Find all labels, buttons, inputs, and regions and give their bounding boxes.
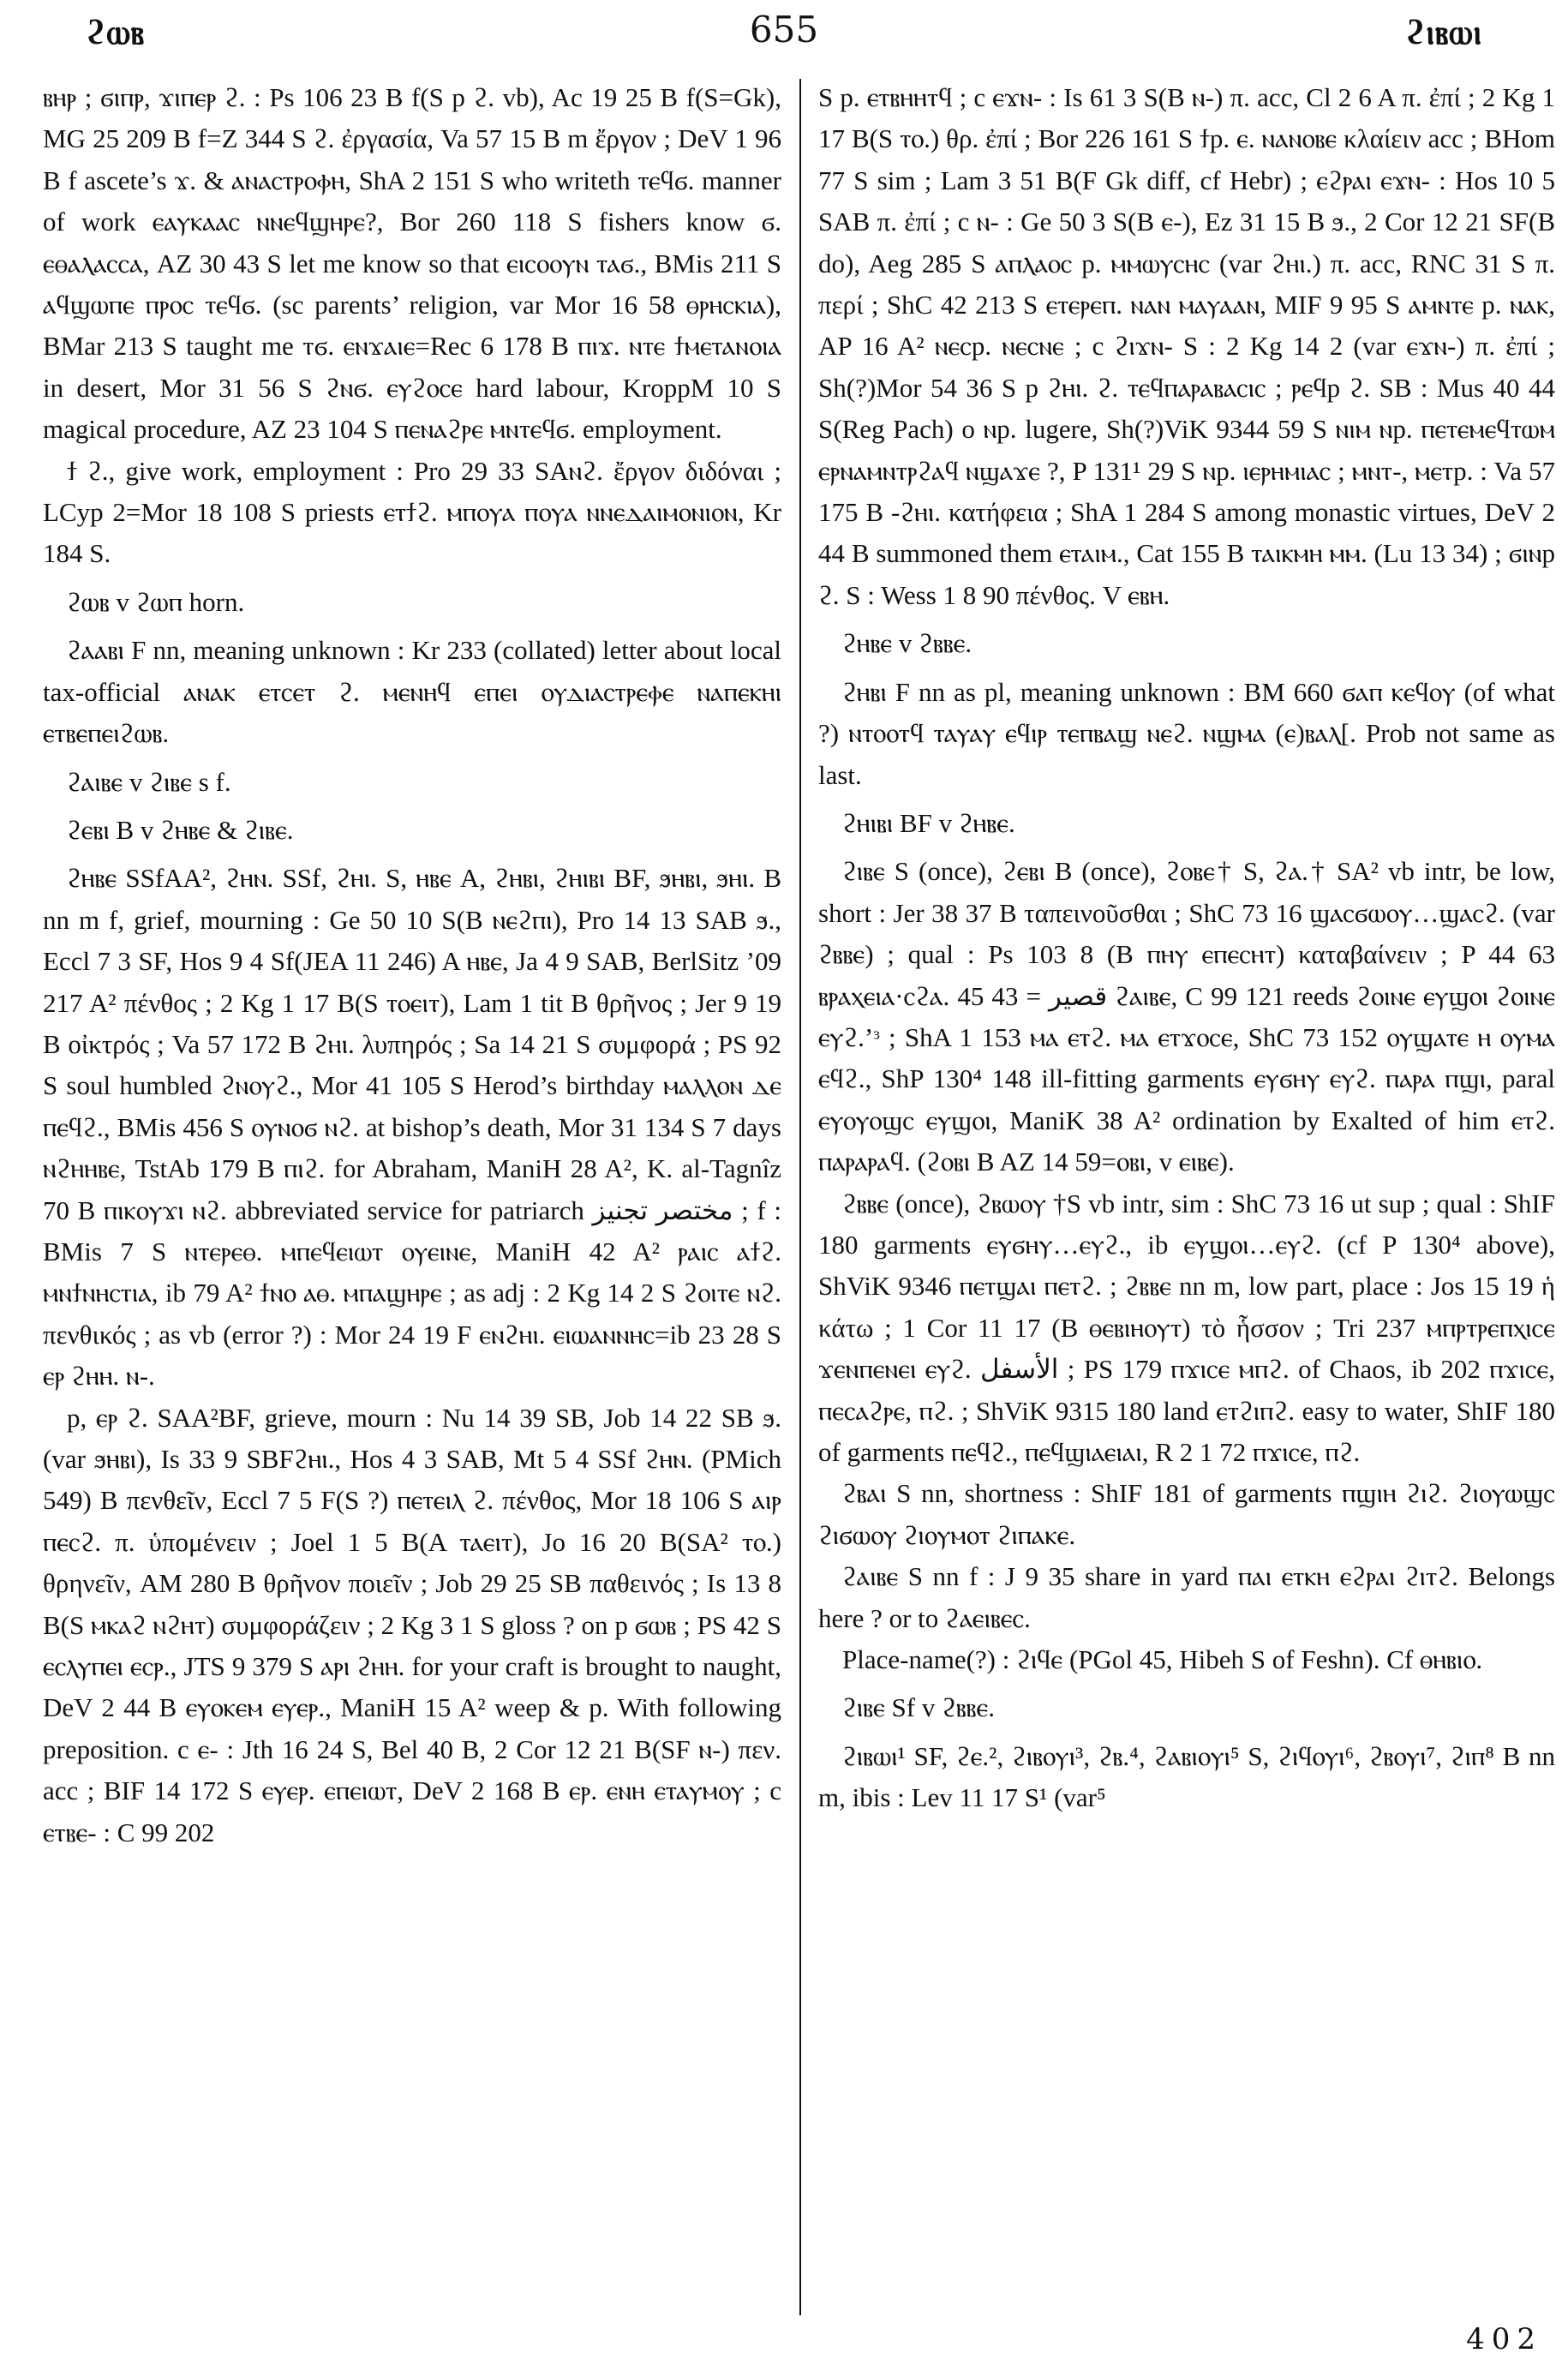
page-header: [0, 0, 1568, 81]
entry-hibe-sf: ϩⲓⲃⲉ Sf v ϩⲃⲃⲉ.: [842, 1692, 996, 1723]
signature-mark: 402: [1466, 2322, 1542, 2356]
entry-place-name: Place-name(?) : ϩⲓϥⲉ (PGol 45, Hibeh S of Feshn). Cf ⲑⲏⲃⲓⲟ.: [842, 1644, 1483, 1675]
page-number: 655: [749, 9, 819, 51]
entry-hebi-pl: ϩⲏⲃⲓ F nn as pl, meaning unknown : BM 660 ϭⲁⲡ ⲕⲉϥⲟⲩ (of what ?) ⲛⲧⲟⲟⲧϥ ⲧⲁⲩⲁⲩ ⲉϥⲓⲣ ⲧⲉⲡⲃⲁϣ ⲛⲉϩ. ⲛϣⲙⲁ (ⲉ)ⲃⲁⲗ[. Prob not same as last.: [818, 676, 1555, 790]
left-running-headword: ϩⲱⲃ: [86, 12, 145, 52]
entry-hob-horn: ϩⲱⲃ v ϩⲱⲡ horn.: [67, 586, 245, 617]
entry-hbbe: ϩⲃⲃⲉ (once), ϩⲃⲱⲟⲩ †S vb intr, sim : ShC 73 16 ut sup ; qual : ShIF 180 garments ⲉⲩϭⲏⲩ…ⲉⲩϩ., ib ⲉⲩϣⲟⲓ…ⲉⲩϩ. (cf P 130⁴ above), ShViK 9346 ⲡⲉⲧϣⲁⲓ ⲡⲉⲧϩ. ; ϩⲃⲃⲉ nn m, low part, place : Jos 15 19 ἡ κάτω ; 1 Cor 11 17 (B ⲑⲉⲃⲓⲏⲟⲩⲧ) τὸ ἧσσον ; Tri 237 ⲙⲡⲣⲧⲣⲉⲡⲭⲓⲥⲉ ϫⲉⲛⲡⲉⲛⲉⲓ ⲉⲩϩ. الأسفل ; PS 179 ⲡϫⲓⲥⲉ ⲙⲡϩ. of Chaos, ib 202 ⲡϫⲓⲥⲉ, ⲡⲉⲥⲁϩⲣⲉ, ⲡϩ. ; ShViK 9315 180 land ⲉⲧϩⲓⲡϩ. easy to water, ShIF 180 of garments ⲡⲉϥϩ., ⲡⲉϥϣⲓⲁⲉⲓⲁⲓ, R 2 1 72 ⲡϫⲓⲥⲉ, ⲡϩ.: [818, 1188, 1555, 1467]
entry-continuation: ⲃⲏⲣ ; ϭⲓⲡⲣ, ϫⲓⲡⲉⲣ ϩ. : Ps 106 23 B f(S p ϩ. vb), Ac 19 25 B f(S=Gk), MG 25 209 B f=Z 344 S ϩ. ἐργασία, Va 57 15 B m ἔργον ; DeV 1 96 B f ascete’s ϫ. & ⲁⲛⲁⲥⲧⲣⲟⲫⲏ, ShA 2 151 S who writeth ⲧⲉϥϭ. manner of work ⲉⲁⲩⲕⲁⲁⲥ ⲛⲛⲉϥϣⲏⲣⲉ?, Bor 260 118 S fishers know ϭ. ⲉⲑⲁⲗⲁⲥⲥⲁ, AZ 30 43 S let me know so that ⲉⲓⲥⲟⲟⲩⲛ ⲧⲁϭ., BMis 211 S ⲁϥϣⲱⲡⲉ ⲡⲣⲟⲥ ⲧⲉϥϭ. (sc parents’ religion, var Mor 16 58 ⲑⲣⲏⲥⲕⲓⲁ), BMar 213 S taught me ⲧϭ. ⲉⲛϫⲁⲓⲉ=Rec 6 178 B ⲡⲓϫ. ⲛⲧⲉ ϯⲙⲉⲧⲁⲛⲟⲓⲁ in desert, Mor 31 56 S ϩⲛϭ. ⲉⲩϩⲟⲥⲉ hard labour, KroppM 10 S magical procedure, AZ 23 104 S ⲡⲉⲛⲁϩⲣⲉ ⲙⲛⲧⲉϥϭ. employment.: [43, 82, 781, 445]
entry-hiboi-ibis: ϩⲓⲃⲱⲓ¹ SF, ϩⲉ.², ϩⲓⲃⲟⲩⲓ³, ϩⲃ.⁴, ϩⲁⲃⲓⲟⲩⲓ⁵ S, ϩⲓϥⲟⲩⲓ⁶, ϩⲃⲟⲩⲓ⁷, ϩⲓⲡ⁸ B nn m, ibis : Lev 11 17 S¹ (var⁵: [818, 1740, 1555, 1813]
entry-haabi: ϩⲁⲁⲃⲓ F nn, meaning unknown : Kr 233 (collated) letter about local tax-official ⲁⲛⲁⲕ ⲉⲧⲥⲉⲧ ϩ. ⲙⲉⲛⲏϥ ⲉⲡⲉⲓ ⲟⲩⲇⲓⲁⲥⲧⲣⲉⲫⲉ ⲛⲁⲡⲉⲕⲏⲓ ⲉⲧⲃⲉⲡⲉⲓϩⲱⲃ.: [43, 635, 781, 749]
column-divider: [799, 79, 801, 2315]
left-column: [43, 77, 781, 2314]
right-running-headword: ϩⲓⲃⲱⲓ: [1405, 12, 1482, 52]
right-column: [818, 77, 1555, 2314]
entry-hebe-grief: ϩⲏⲃⲉ SSfAA², ϩⲏⲛ. SSf, ϩⲏⲓ. S, ⲏⲃⲉ A, ϩⲏⲃⲓ, ϩⲏⲓⲃⲓ BF, ϧⲏⲃⲓ, ϧⲏⲓ. B nn m f, grief, mourning : Ge 50 10 S(B ⲛⲉϩⲡⲓ), Pro 14 13 SAB ϧ., Eccl 7 3 SF, Hos 9 4 Sf(JEA 11 246) A ⲏⲃⲉ, Ja 4 9 SAB, BerlSitz ’09 217 A² πένθος ; 2 Kg 1 17 B(S ⲧⲟⲉⲓⲧ), Lam 1 tit B θρῆνος ; Jer 9 19 B οἰκτρός ; Va 57 172 B ϩⲏⲓ. λυπηρός ; Sa 14 21 S συμφορά ; PS 92 S soul humbled ϩⲛⲟⲩϩ., Mor 41 105 S Herod’s birthday ⲙⲁⲗⲗⲟⲛ ⲇⲉ ⲡⲉϥϩ., BMis 456 S ⲟⲩⲛⲟϭ ⲛϩ. at bishop’s death, Mor 31 134 S 7 days ⲛϩⲏⲏⲃⲉ, TstAb 179 B ⲡⲓϩ. for Abraham, ManiH 28 A², K. al-Tagnîz 70 B ⲡⲓⲕⲟⲩϫⲓ ⲛϩ. abbreviated service for patriarch مختصر تجنيز ; f : BMis 7 S ⲛⲧⲉⲣⲉⲑ. ⲙⲡⲉϥⲉⲓⲱⲧ ⲟⲩⲉⲓⲛⲉ, ManiH 42 A² ⲣⲁⲓⲥ ⲁϯϩ. ⲙⲛϯⲛⲏⲥⲧⲓⲁ, ib 79 A² ϯⲛⲟ ⲁⲑ. ⲙⲡⲁϣⲏⲣⲉ ; as adj : 2 Kg 14 2 S ϩⲟⲓⲧⲉ ⲛϩ. πενθικός ; as vb (error ?) : Mor 24 19 F ⲉⲛϩⲏⲓ. ⲉⲓⲱⲁⲛⲛⲏⲥ=ib 23 28 S ⲉⲣ ϩⲏⲏ. ⲛ-.: [43, 863, 781, 1392]
entry-give-work: ϯ ϩ., give work, employment : Pro 29 33 SAⲛϩ. ἔργον διδόναι ; LCyp 2=Mor 18 108 S priests ⲉⲧϯϩ. ⲙⲡⲟⲩⲁ ⲡⲟⲩⲁ ⲛⲛⲉⲇⲁⲓⲙⲟⲛⲓⲟⲛ, Kr 184 S.: [43, 455, 781, 569]
entry-haibe: ϩⲁⲓⲃⲉ v ϩⲓⲃⲉ s f.: [67, 766, 231, 797]
entry-mourn-continuation: S p. ⲉⲧⲃⲏⲏⲧϥ ; c ⲉϫⲛ- : Is 61 3 S(B ⲛ-) π. acc, Cl 2 6 A π. ἐπί ; 2 Kg 1 17 B(S ⲧⲟ.) θρ. ἐπί ; Bor 226 161 S ϯp. ⲉ. ⲛⲁⲛⲟⲃⲉ κλαίειν acc ; BHom 77 S sim ; Lam 3 51 B(F Gk diff, cf Hebr) ; ⲉϩⲣⲁⲓ ⲉϫⲛ- : Hos 10 5 SAB π. ἐπί ; c ⲛ- : Ge 50 3 S(B ⲉ-), Ez 31 15 B ϧ., 2 Cor 12 21 SF(B do), Aeg 285 S ⲁⲡⲗⲁⲟⲥ p. ⲙⲙⲱⲩⲥⲏⲥ (var ϩⲏⲓ.) π. acc, RNC 31 S π. περί ; ShC 42 213 S ⲉⲧⲉⲣⲉⲡ. ⲛⲁⲛ ⲙⲁⲩⲁⲁⲛ, MIF 9 95 S ⲁⲙⲛⲧⲉ p. ⲛⲁⲕ, AP 16 A² ⲛⲉⲥp. ⲛⲉⲥⲛⲉ ; c ϩⲓϫⲛ- S : 2 Kg 14 2 (var ⲉϫⲛ-) π. ἐπί ; Sh(?)Mor 54 36 S p ϩⲏⲓ. ϩ. ⲧⲉϥⲡⲁⲣⲁⲃⲁⲥⲓⲥ ; ⲣⲉϥp ϩ. SB : Mus 40 44 S(Reg Pach) o ⲛp. lugere, Sh(?)ViK 9344 59 S ⲛⲓⲙ ⲛp. ⲡⲉⲧⲉⲙⲉϥⲧⲱⲙ ⲉⲣⲛⲁⲙⲛⲧⲣϩⲁϥ ⲛϣⲁϫⲉ ?, P 131¹ 29 S ⲛp. ⲓⲉⲣⲏⲙⲓⲁⲥ ; ⲙⲛⲧ-, ⲙⲉⲧp. : Va 57 175 B -ϩⲏⲓ. κατήφεια ; ShA 1 284 S among monastic virtues, DeV 2 44 B summoned them ⲉⲧⲁⲓⲙ., Cat 155 B ⲧⲁⲓⲕⲙⲏ ⲙⲙ. (Lu 13 34) ; ϭⲓⲛp ϩ. S : Wess 1 8 90 πένθος. V ⲉⲃⲏ.: [818, 82, 1555, 610]
entry-hebi: ϩⲉⲃⲓ B v ϩⲏⲃⲉ & ϩⲓⲃⲉ.: [67, 814, 294, 845]
entry-heibi: ϩⲏⲓⲃⲓ BF v ϩⲏⲃⲉ.: [842, 807, 1015, 838]
entry-hibe-low: ϩⲓⲃⲉ S (once), ϩⲉⲃⲓ B (once), ϩⲟⲃⲉ† S, ϩⲁ.† SA² vb intr, be low, short : Jer 38 37 B ταπεινοῦσθαι ; ShC 73 16 ϣⲁⲥϭⲱⲟⲩ…ϣⲁⲥϩ. (var ϩⲃⲃⲉ) ; qual : Ps 103 8 (B ⲡⲏⲩ ⲉⲡⲉⲥⲏⲧ) καταβαίνειν ; P 44 63 ⲃⲣⲁⲭⲉⲓⲁ·ⲥϩⲁ. قصير = 43 45 ϩⲁⲓⲃⲉ, C 99 121 reeds ϩⲟⲓⲛⲉ ⲉⲩϣⲟⲓ ϩⲟⲓⲛⲉ ⲉⲩϩ.’ᶟ ; ShA 1 153 ⲙⲁ ⲉⲧϩ. ⲙⲁ ⲉⲧϫⲟⲥⲉ, ShC 73 152 ⲟⲩϣⲁⲧⲉ ⲏ ⲟⲩⲙⲁ ⲉϥϩ., ShP 130⁴ 148 ill-fitting garments ⲉⲩϭⲏⲩ ⲉⲩϩ. ⲡⲁⲣⲁ ⲡϣⲓ, paral ⲉⲩⲟⲩⲟϣⲥ ⲉⲩϣⲟⲓ, ManiK 38 A² ordination by Exalted of him ⲉⲧϩ. ⲡⲁⲣⲁⲣⲁϥ. (ϩⲟⲃⲓ B AZ 14 59=ⲟⲃⲓ, v ⲉⲓⲃⲉ).: [818, 856, 1555, 1177]
entry-hebe-ref: ϩⲏⲃⲉ v ϩⲃⲃⲉ.: [842, 628, 973, 659]
entry-hebe-mourn: p, ⲉⲣ ϩ. SAA²BF, grieve, mourn : Nu 14 39 SB, Job 14 22 SB ϧ. (var ϧⲏⲃⲓ), Is 33 9 SBFϩⲏⲓ., Hos 4 3 SAB, Mt 5 4 SSf ϩⲏⲛ. (PMich 549) B πενθεῖν, Eccl 7 5 F(S ?) ⲡⲉⲧⲉⲓⲗ ϩ. πένθος, Mor 18 106 S ⲁⲓⲣ ⲡⲉⲥϩ. π. ὑπομένειν ; Joel 1 5 B(A ⲧⲁⲉⲓⲧ), Jo 16 20 B(SA² ⲧⲟ.) θρηνεῖν, AM 280 B θρῆνον ποιεῖν ; Job 29 25 SB παθεινός ; Is 13 8 B(S ⲙⲕⲁϩ ⲛϩⲏⲧ) συμφοράζειν ; 2 Kg 3 1 S gloss ? on p ϭⲱⲃ ; PS 42 S ⲉⲥⲗⲩⲡⲉⲓ ⲉⲥⲣ., JTS 9 379 S ⲁⲣⲓ ϩⲏⲏ. for your craft is brought to naught, DeV 2 44 B ⲉⲩⲟⲕⲉⲙ ⲉⲩⲉⲣ., ManiH 15 A² weep & p. With following preposition. c ⲉ- : Jth 16 24 S, Bel 40 B, 2 Cor 12 21 B(SF ⲛ-) πεν. acc ; BIF 14 172 S ⲉⲩⲉⲣ. ⲉⲡⲉⲓⲱⲧ, DeV 2 168 B ⲉⲣ. ⲉⲛⲏ ⲉⲧⲁⲩⲙⲟⲩ ; c ⲉⲧⲃⲉ- : C 99 202: [43, 1402, 781, 1847]
entry-hbai: ϩⲃⲁⲓ S nn, shortness : ShIF 181 of garments ⲡϣⲓⲏ ϩⲓϩ. ϩⲓⲟⲩⲱϣⲥ ϩⲓϭⲱⲟⲩ ϩⲓⲟⲩⲙⲟⲧ ϩⲓⲡⲁⲕⲉ.: [818, 1478, 1555, 1550]
entry-haibe-nf: ϩⲁⲓⲃⲉ S nn f : J 9 35 share in yard ⲡⲁⲓ ⲉⲧⲕⲏ ⲉϩⲣⲁⲓ ϩⲓⲧϩ. Belongs here ? or to ϩⲁⲉⲓⲃⲉⲥ.: [818, 1561, 1555, 1633]
